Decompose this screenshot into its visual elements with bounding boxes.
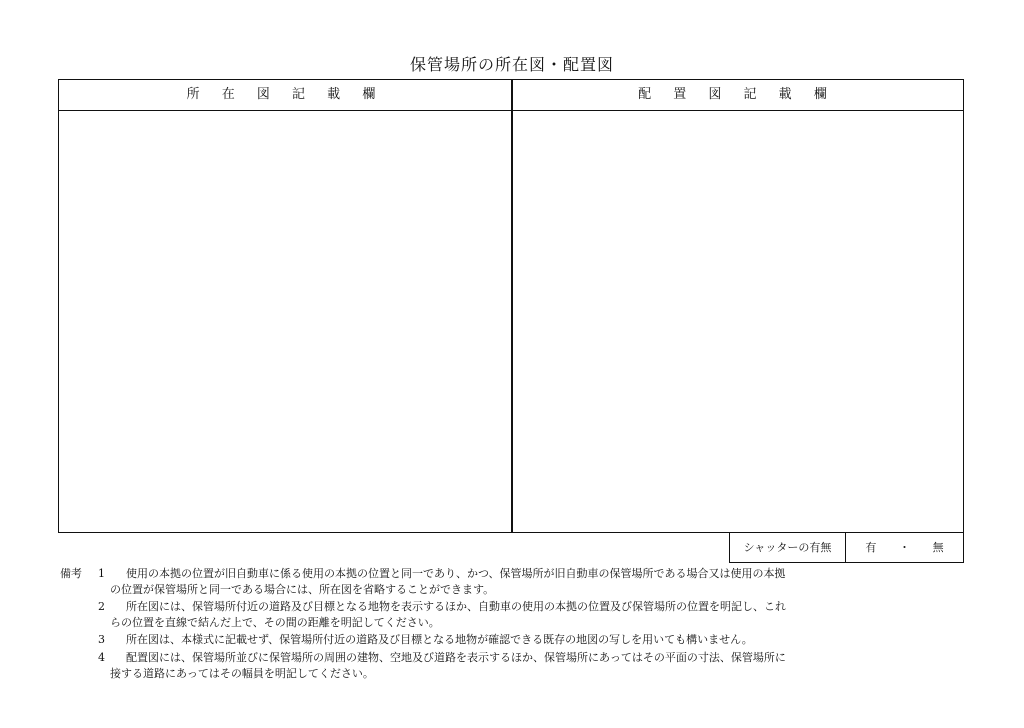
note-text-continued: 接する道路にあってはその幅員を明記してください。 <box>110 666 374 680</box>
form-table <box>58 79 964 533</box>
shutter-option-yes[interactable]: 有 <box>865 541 877 554</box>
note-number: 3 <box>98 633 105 646</box>
note-item <box>98 599 968 630</box>
shutter-options <box>846 533 963 562</box>
note-text: 使用の本拠の位置が旧自動車に係る使用の本拠の位置と同一であり、かつ、保管場所が旧自動車の保管場所である場合又は使用の本拠 <box>126 567 786 580</box>
location-map-area[interactable] <box>59 111 511 532</box>
note-number: 1 <box>98 567 105 580</box>
layout-map-header: 配 置 図 記 載 欄 <box>638 87 836 102</box>
notes-heading: 備考 <box>60 567 82 580</box>
form-title: 保管場所の所在図・配置図 <box>409 55 614 74</box>
note-text: 所在図は、本様式に記載せず、保管場所付近の道路及び目標となる地物が確認できる既存の地図の写しを用いても構いません。 <box>126 633 753 646</box>
location-map-header: 所 在 図 記 載 欄 <box>186 87 385 102</box>
shutter-separator: ・ <box>898 541 910 554</box>
note-text-continued: の位置が保管場所と同一である場合には、所在図を省略することができます。 <box>110 582 495 596</box>
note-number: 4 <box>98 651 105 664</box>
shutter-option-no[interactable]: 無 <box>932 541 944 554</box>
note-item <box>98 632 968 648</box>
note-text-continued: らの位置を直線で結んだ上で、その間の距離を明記してください。 <box>110 615 440 629</box>
note-text: 配置図には、保管場所並びに保管場所の周囲の建物、空地及び道路を表示するほか、保管場所にあってはその平面の寸法、保管場所に <box>126 651 786 664</box>
shutter-box <box>729 533 964 563</box>
note-item <box>98 566 968 597</box>
note-number: 2 <box>98 600 105 613</box>
layout-map-area[interactable] <box>513 111 963 532</box>
note-text: 所在図には、保管場所付近の道路及び目標となる地物を表示するほか、自動車の使用の本拠の位置及び保管場所の位置を明記し、これ <box>126 600 786 613</box>
note-item <box>98 650 968 681</box>
shutter-label: シャッターの有無 <box>730 533 846 562</box>
